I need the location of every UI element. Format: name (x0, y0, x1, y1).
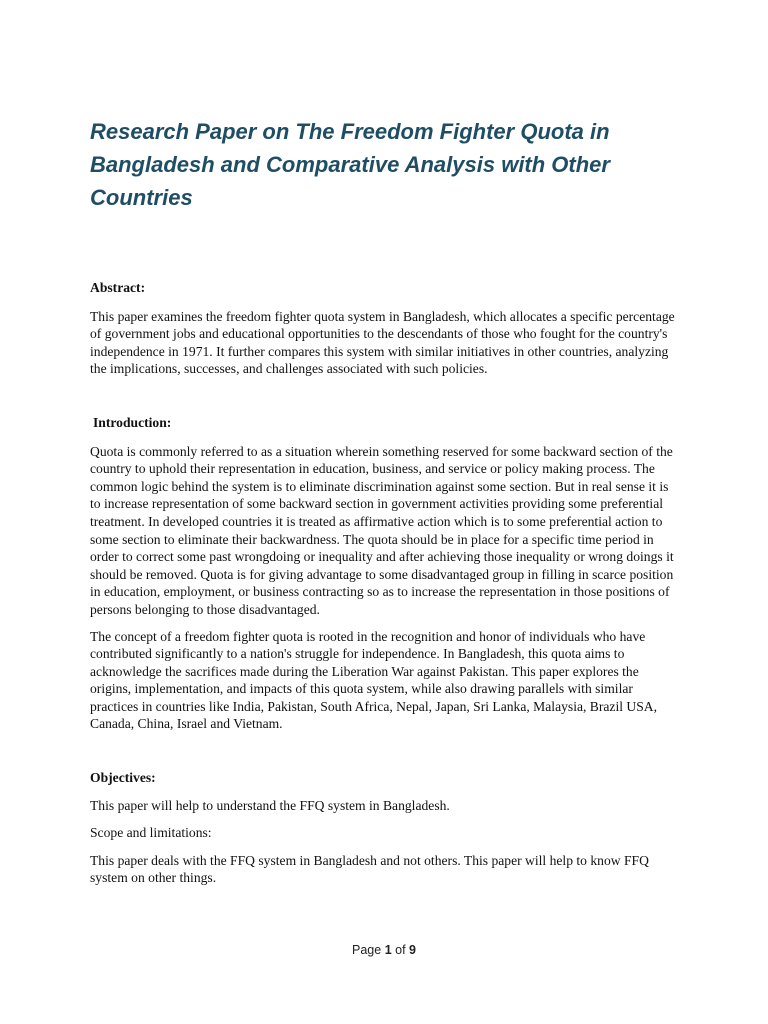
objectives-heading: Objectives: (90, 770, 156, 786)
introduction-paragraph: The concept of a freedom fighter quota is rooted in the recognition and honor of individuals who have contributed significantly to a nation's struggle for independence. In Bangladesh, this quota aims to acknowledge the sacrifices made during the Liberation War against Pakistan. This paper explores the origins, implementation, and impacts of this quota system, while also drawing parallels with similar practices in countries like India, Pakistan, South Africa, Nepal, Japan, Sri Lanka, Malaysia, Brazil USA, Canada, China, Israel and Vietnam. (90, 628, 658, 732)
introduction-heading: Introduction: (93, 414, 172, 430)
of-label: of (395, 943, 406, 957)
objectives-text: This paper will help to understand the FFQ system in Bangladesh. (90, 797, 450, 813)
scope-text: This paper deals with the FFQ system in Bangladesh and not others. This paper will help to know FFQ system on other things. (90, 852, 649, 886)
abstract-text: This paper examines the freedom fighter quota system in Bangladesh, which allocates a specific percentage of government jobs and educational opportunities to the descendants of those who fought for the country's independence in 1971. It further compares this system with similar initiatives in other countries, analyzing the implications, successes, and challenges associated with such policies. (90, 308, 675, 377)
abstract-heading: Abstract: (90, 280, 146, 295)
total-pages-number: 9 (409, 943, 416, 957)
document-title: Research Paper on The Freedom Fighter Quota in Bangladesh and Comparative Analysis with Other Countries (90, 119, 610, 210)
scope-heading: Scope and limitations: (90, 825, 212, 841)
document-body (90, 279, 675, 887)
introduction-paragraph: Quota is commonly referred to as a situation wherein something reserved for some backward section of the country to uphold their representation in education, business, and service or policy making process. The common logic behind the system is to eliminate discrimination against some section. But in real sense it is to increase representation of some backward section in government activities providing some preferential treatment. In developed countries it is treated as affirmative action which is to some preferential action to some section to eliminate their backwardness. The quota should be in place for a specific time period in order to correct some past wrongdoing or inequality and after achieving those inequality or wrong doings it should be removed. Quota is for giving advantage to some disadvantaged group in filling in scarce position in education, employment, or business contracting so as to increase the representation in those positions of persons belonging to those disadvantaged. (90, 443, 674, 617)
page-footer (0, 943, 768, 957)
page-label: Page (352, 943, 382, 957)
current-page-number: 1 (384, 943, 392, 957)
